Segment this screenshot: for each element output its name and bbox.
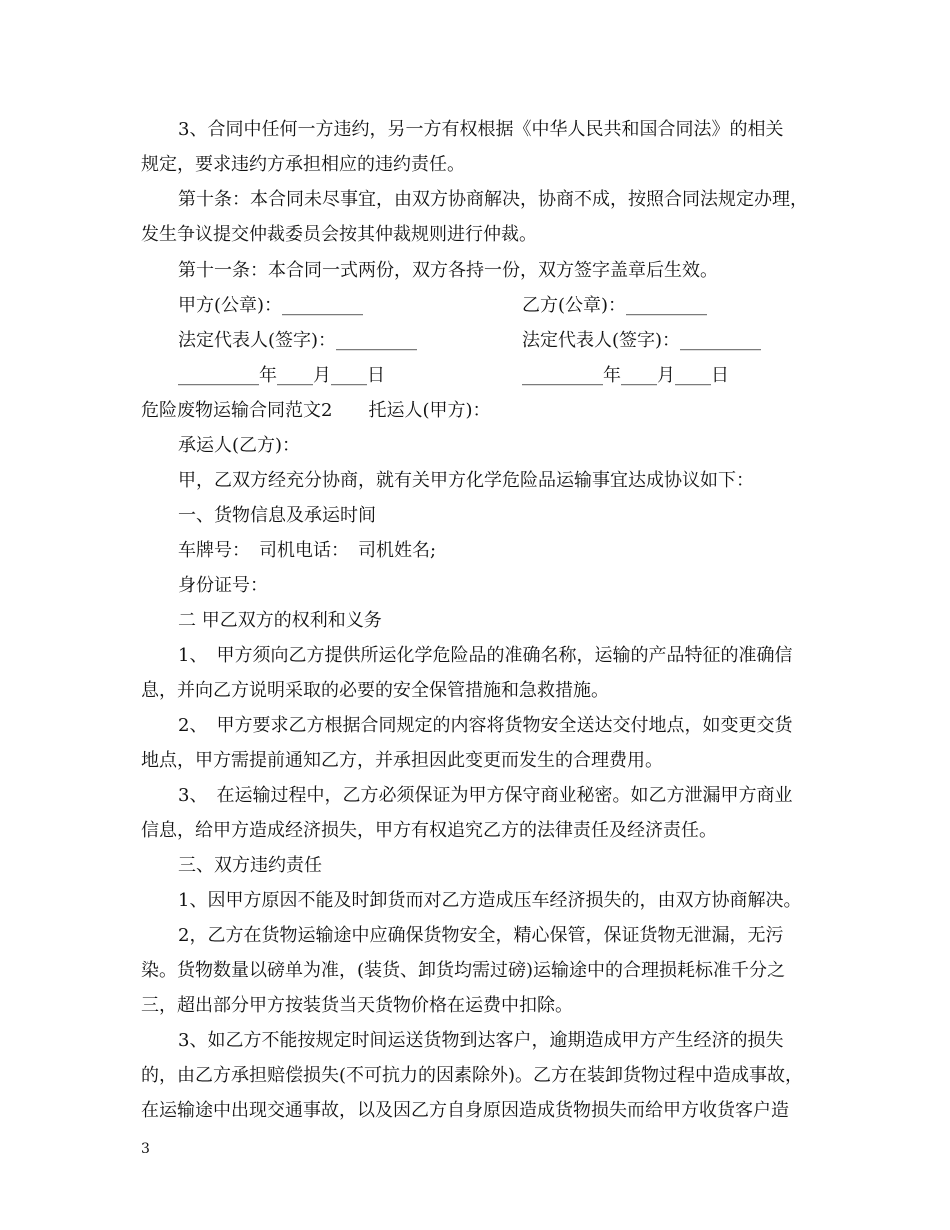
paragraph-line: 地点，甲方需提前通知乙方，并承担因此变更而发生的合理费用。 [141, 750, 663, 771]
paragraph-line: 3、如乙方不能按规定时间运送货物到达客户，逾期造成甲方产生经济的损失 [178, 1030, 784, 1051]
paragraph-line: 3、合同中任何一方违约，另一方有权根据《中华人民共和国合同法》的相关 [178, 119, 784, 140]
paragraph-line: 的，由乙方承担赔偿损失(不可抗力的因素除外)。乙方在装卸货物过程中造成事故， [141, 1065, 804, 1086]
paragraph-line: 信息，给甲方造成经济损失，甲方有权追究乙方的法律责任及经济责任。 [141, 820, 717, 841]
paragraph-line: 在运输途中出现交通事故，以及因乙方自身原因造成货物损失而给甲方收货客户造 [141, 1100, 789, 1121]
party-b-representative-line: 法定代表人(签字)：_________ [522, 330, 762, 351]
paragraph-line: 三，超出部分甲方按装货当天货物价格在运费中扣除。 [141, 995, 573, 1016]
party-b-date-line: _________年____月____日 [522, 365, 729, 386]
paragraph-line: 2、 甲方要求乙方根据合同规定的内容将货物安全送达交付地点，如变更交货 [178, 715, 793, 736]
paragraph-line: 一、货物信息及承运时间 [178, 505, 376, 526]
paragraph-line: 3、 在运输过程中，乙方必须保证为甲方保守商业秘密。如乙方泄漏甲方商业 [178, 785, 793, 806]
party-a-representative-line: 法定代表人(签字)：_________ [178, 330, 418, 351]
page-number: 3 [141, 1141, 150, 1157]
paragraph-line: 染。货物数量以磅单为准，(装货、卸货均需过磅)运输途中的合理损耗标准千分之 [141, 960, 786, 981]
paragraph-line: 二 甲乙双方的权利和义务 [178, 610, 382, 631]
paragraph-line: 承运人(乙方)： [178, 435, 301, 456]
paragraph-line: 息，并向乙方说明采取的必要的安全保管措施和急救措施。 [141, 680, 609, 701]
section-heading: 危险废物运输合同范文2 托运人(甲方)： [141, 400, 491, 421]
paragraph-line: 规定，要求违约方承担相应的违约责任。 [141, 154, 465, 175]
party-b-seal-line: 乙方(公章)：_________ [522, 295, 708, 316]
paragraph-line: 1、因甲方原因不能及时卸货而对乙方造成压车经济损失的，由双方协商解决。 [178, 890, 802, 911]
paragraph-line: 第十条：本合同未尽事宜，由双方协商解决，协商不成，按照合同法规定办理， [178, 189, 808, 210]
paragraph-line: 2，乙方在货物运输途中应确保货物安全，精心保管，保证货物无泄漏，无污 [178, 925, 784, 946]
paragraph-line: 甲，乙双方经充分协商，就有关甲方化学危险品运输事宜达成协议如下： [178, 470, 754, 491]
party-a-date-line: _________年____月____日 [178, 365, 385, 386]
paragraph-line: 车牌号： 司机电话： 司机姓名; [178, 540, 437, 561]
paragraph-line: 发生争议提交仲裁委员会按其仲裁规则进行仲裁。 [141, 224, 537, 245]
paragraph-line: 第十一条：本合同一式两份，双方各持一份，双方签字盖章后生效。 [178, 260, 718, 281]
paragraph-line: 身份证号： [178, 575, 268, 596]
paragraph-line: 三、双方违约责任 [178, 855, 322, 876]
party-a-seal-line: 甲方(公章)：_________ [178, 295, 364, 316]
paragraph-line: 1、 甲方须向乙方提供所运化学危险品的准确名称，运输的产品特征的准确信 [178, 645, 793, 666]
